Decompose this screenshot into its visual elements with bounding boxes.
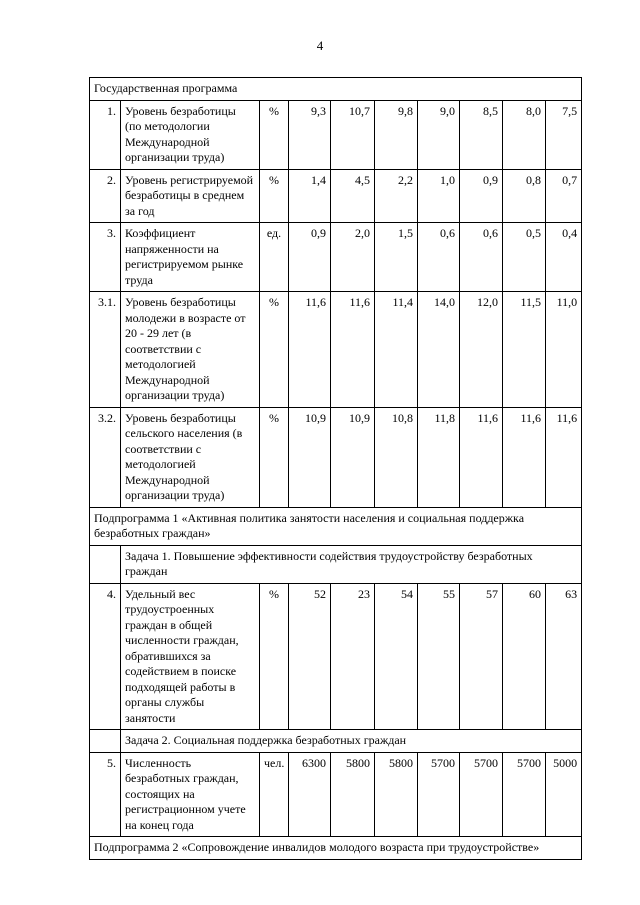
value-cell: 10,7 [331, 100, 375, 169]
indicator-row [90, 752, 582, 837]
row-number: 3.2. [90, 407, 121, 507]
row-number: 2. [90, 169, 121, 223]
indicator-name: Численность безработных граждан, состоящих на регистрационном учете на конец года [121, 752, 260, 837]
value-cell: 5700 [418, 752, 460, 837]
value-cell: 5700 [503, 752, 546, 837]
value-cell: 9,0 [418, 100, 460, 169]
value-cell: 10,9 [331, 407, 375, 507]
task-row [90, 730, 582, 753]
unit-cell: % [260, 100, 289, 169]
section-title: Подпрограмма 1 «Активная политика занятости населения и социальная поддержка безработных граждан» [90, 507, 582, 545]
value-cell: 5000 [546, 752, 582, 837]
value-cell: 0,4 [546, 223, 582, 292]
value-cell: 12,0 [460, 292, 503, 408]
task-spacer-cell [90, 730, 121, 753]
section-title: Подпрограмма 2 «Сопровождение инвалидов молодого возраста при трудоустройстве» [90, 837, 582, 860]
value-cell: 11,5 [503, 292, 546, 408]
value-cell: 6300 [289, 752, 331, 837]
value-cell: 2,2 [375, 169, 418, 223]
unit-cell: % [260, 292, 289, 408]
value-cell: 0,9 [460, 169, 503, 223]
unit-cell: чел. [260, 752, 289, 837]
value-cell: 55 [418, 583, 460, 730]
unit-cell: % [260, 407, 289, 507]
value-cell: 11,6 [503, 407, 546, 507]
value-cell: 57 [460, 583, 503, 730]
indicators-table [89, 77, 582, 860]
value-cell: 1,4 [289, 169, 331, 223]
value-cell: 5700 [460, 752, 503, 837]
indicator-name: Уровень безработицы молодежи в возрасте от 20 - 29 лет (в соответствии с методологией Международной организации труда) [121, 292, 260, 408]
value-cell: 9,8 [375, 100, 418, 169]
value-cell: 60 [503, 583, 546, 730]
task-title: Задача 2. Социальная поддержка безработных граждан [121, 730, 582, 753]
indicator-name: Уровень безработицы сельского населения (в соответствии с методологией Международной организации труда) [121, 407, 260, 507]
row-number: 4. [90, 583, 121, 730]
page-number: 4 [316, 38, 324, 53]
value-cell: 11,6 [546, 407, 582, 507]
value-cell: 11,6 [289, 292, 331, 408]
value-cell: 14,0 [418, 292, 460, 408]
value-cell: 23 [331, 583, 375, 730]
value-cell: 1,0 [418, 169, 460, 223]
value-cell: 63 [546, 583, 582, 730]
row-number: 3. [90, 223, 121, 292]
section-row [90, 837, 582, 860]
section-row [90, 78, 582, 101]
value-cell: 0,5 [503, 223, 546, 292]
indicator-name: Уровень регистрируемой безработицы в среднем за год [121, 169, 260, 223]
indicator-row [90, 100, 582, 169]
value-cell: 10,9 [289, 407, 331, 507]
value-cell: 7,5 [546, 100, 582, 169]
value-cell: 0,8 [503, 169, 546, 223]
row-number: 3.1. [90, 292, 121, 408]
value-cell: 0,7 [546, 169, 582, 223]
section-row [90, 507, 582, 545]
task-title: Задача 1. Повышение эффективности содействия трудоустройству безработных граждан [121, 545, 582, 583]
value-cell: 54 [375, 583, 418, 730]
indicator-row [90, 407, 582, 507]
indicator-row [90, 223, 582, 292]
value-cell: 52 [289, 583, 331, 730]
value-cell: 8,5 [460, 100, 503, 169]
unit-cell: ед. [260, 223, 289, 292]
unit-cell: % [260, 583, 289, 730]
task-row [90, 545, 582, 583]
value-cell: 5800 [331, 752, 375, 837]
value-cell: 10,8 [375, 407, 418, 507]
indicator-name: Удельный вес трудоустроенных граждан в общей численности граждан, обратившихся за содействием в поиске подходящей работы в органы службы занятости [121, 583, 260, 730]
value-cell: 11,6 [460, 407, 503, 507]
value-cell: 2,0 [331, 223, 375, 292]
indicator-name: Коэффициент напряженности на регистрируемом рынке труда [121, 223, 260, 292]
row-number: 1. [90, 100, 121, 169]
row-number: 5. [90, 752, 121, 837]
value-cell: 11,4 [375, 292, 418, 408]
indicator-row [90, 169, 582, 223]
value-cell: 11,6 [331, 292, 375, 408]
unit-cell: % [260, 169, 289, 223]
value-cell: 9,3 [289, 100, 331, 169]
value-cell: 1,5 [375, 223, 418, 292]
value-cell: 11,0 [546, 292, 582, 408]
value-cell: 11,8 [418, 407, 460, 507]
value-cell: 0,9 [289, 223, 331, 292]
indicator-row [90, 583, 582, 730]
value-cell: 0,6 [418, 223, 460, 292]
indicator-name: Уровень безработицы (по методологии Международной организации труда) [121, 100, 260, 169]
indicator-row [90, 292, 582, 408]
task-spacer-cell [90, 545, 121, 583]
value-cell: 4,5 [331, 169, 375, 223]
section-title: Государственная программа [90, 78, 582, 101]
value-cell: 5800 [375, 752, 418, 837]
value-cell: 0,6 [460, 223, 503, 292]
value-cell: 8,0 [503, 100, 546, 169]
